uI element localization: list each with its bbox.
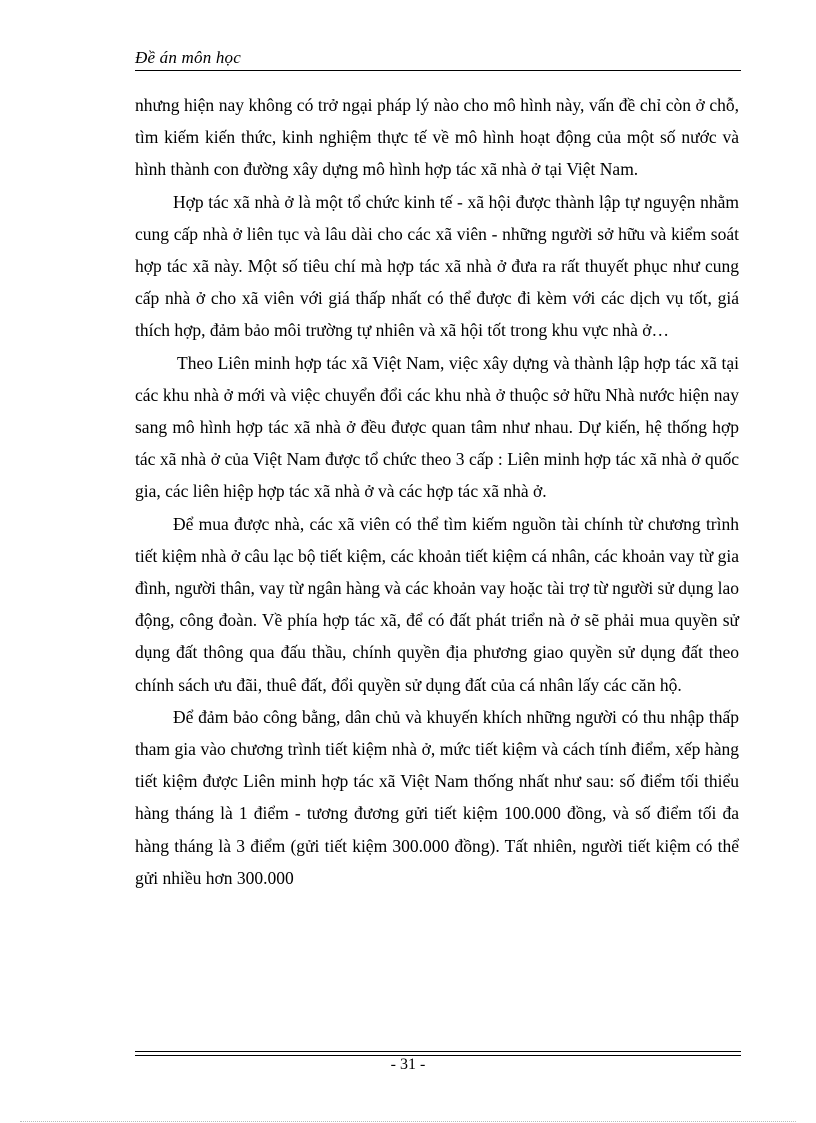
body-text <box>135 89 739 894</box>
paragraph: Theo Liên minh hợp tác xã Việt Nam, việc xây dựng và thành lập hợp tác xã tại các khu nhà ở mới và việc chuyển đổi các khu nhà ở thuộc sở hữu Nhà nước hiện nay sang mô hình hợp tác xã nhà ở đều được quan tâm như nhau. Dự kiến, hệ thống hợp tác xã nhà ở của Việt Nam được tổ chức theo 3 cấp : Liên minh hợp tác xã nhà ở quốc gia, các liên hiệp hợp tác xã nhà ở và các hợp tác xã nhà ở. <box>135 352 739 502</box>
header-rule <box>135 70 741 71</box>
page-number: - 31 - <box>390 1056 426 1073</box>
paragraph: Để mua được nhà, các xã viên có thể tìm kiếm nguồn tài chính từ chương trình tiết kiệm nhà ở câu lạc bộ tiết kiệm, các khoản tiết kiệm cá nhân, các khoản vay từ gia đình, người thân, vay từ ngân hàng và các khoản vay hoặc tài trợ từ người sử dụng lao động, công đoàn. Về phía hợp tác xã, để có đất phát triển nà ở sẽ phải mua quyền sử dụng đất thông qua đấu thầu, chính quyền địa phương giao quyền sử dụng đất theo chính sách ưu đãi, thuê đất, đổi quyền sử dụng đất của cá nhân lấy các căn hộ. <box>135 513 739 695</box>
footer-rule <box>135 1051 741 1052</box>
paragraph: Để đảm bảo công bằng, dân chủ và khuyến khích những người có thu nhập thấp tham gia vào chương trình tiết kiệm nhà ở, mức tiết kiệm và cách tính điểm, xếp hàng tiết kiệm được Liên minh hợp tác xã Việt Nam thống nhất như sau: số điểm tối thiểu hàng tháng là 1 điểm - tương đương gửi tiết kiệm 100.000 đồng, và số điểm tối đa hàng tháng là 3 điểm (gửi tiết kiệm 300.000 đồng). Tất nhiên, người tiết kiệm có thể gửi nhiều hơn 300.000 <box>135 706 739 888</box>
paragraph: Hợp tác xã nhà ở là một tổ chức kinh tế - xã hội được thành lập tự nguyện nhằm cung cấp nhà ở liên tục và lâu dài cho các xã viên - những người sở hữu và kiểm soát hợp tác xã này. Một số tiêu chí mà hợp tác xã nhà ở đưa ra rất thuyết phục như cung cấp nhà ở cho xã viên với giá thấp nhất có thể được đi kèm với các dịch vụ tốt, giá thích hợp, đảm bảo môi trường tự nhiên và xã hội tốt trong khu vực nhà ở… <box>135 191 739 341</box>
paragraph: nhưng hiện nay không có trở ngại pháp lý nào cho mô hình này, vấn đề chỉ còn ở chỗ, tìm kiếm kiến thức, kinh nghiệm thực tế về mô hình hoạt động của một số nước và hình thành con đường xây dựng mô hình hợp tác xã nhà ở tại Việt Nam. <box>135 95 739 180</box>
page-edge-divider <box>20 1121 796 1122</box>
header-title: Đề án môn học <box>135 48 241 67</box>
